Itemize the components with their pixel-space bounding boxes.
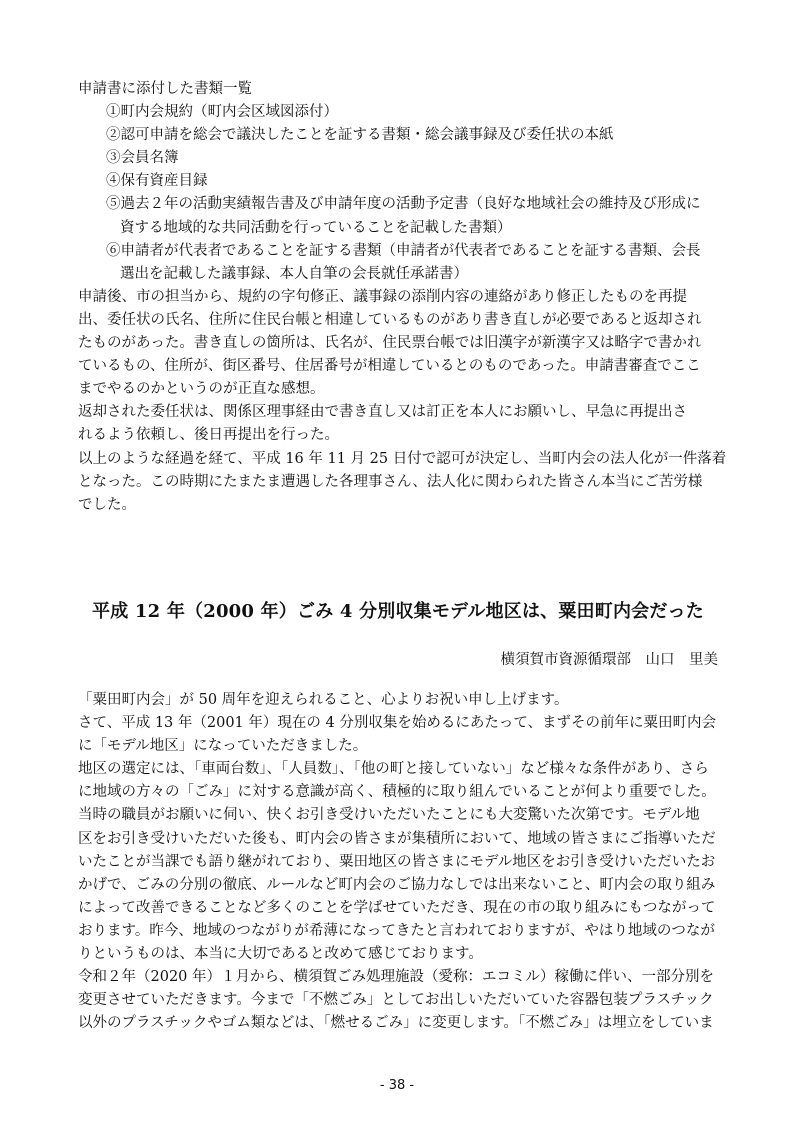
paragraph-line: 申請後、市の担当から、規約の字句修正、議事録の添削内容の連絡があり修正したものを再提 bbox=[78, 288, 687, 305]
paragraph-line: たものがあった。書き直しの箇所は、氏名が、住民票台帳では旧漢字が新漢字又は略字で書かれ bbox=[78, 335, 702, 352]
paragraph-line: 区をお引き受けいただいた後も、町内会の皆さまが集積所において、地域の皆さまにご指導いただ bbox=[78, 830, 716, 847]
paragraph-line: までやるのかというのが正直な感想。 bbox=[78, 381, 325, 398]
list-item-2: ②認可申請を総会で議決したことを証する書類・総会議事録及び委任状の本紙 bbox=[106, 127, 614, 144]
paragraph-line: さて、平成 13 年（2001 年）現在の 4 分別収集を始めるにあたって、まずその前年に粟田町内会 bbox=[78, 715, 717, 732]
paragraph-line: 出、委任状の氏名、住所に住民台帳と相違しているものがあり書き直しが必要であると返却され bbox=[78, 311, 702, 328]
list-item-3: ③会員名簿 bbox=[106, 150, 179, 167]
paragraph-line: ているもの、住所が、街区番号、住居番号が相違しているとのものであった。申請書審査でここ bbox=[78, 358, 701, 375]
paragraph-line: いたことが当課でも語り継がれており、粟田地区の皆さまにモデル地区をお引き受けいただいたお bbox=[78, 853, 716, 870]
list-item-4: ④保有資産目録 bbox=[106, 173, 208, 190]
paragraph-line: 以外のプラスチックやゴム類などは、「燃せるごみ」に変更します。「不燃ごみ」は埋立をしていま bbox=[78, 1015, 714, 1032]
paragraph-line: となった。この時期にたまたま遭遇した各理事さん、法人化に関わられた皆さん本当にご苦労様 bbox=[78, 473, 703, 490]
article-title: 平成 12 年（2000 年）ごみ 4 分別収集モデル地区は、粟田町内会だった bbox=[92, 601, 704, 622]
paragraph-line: 「粟田町内会」が 50 周年を迎えられること、心よりお祝い申し上げます。 bbox=[78, 692, 569, 708]
article-body bbox=[78, 689, 718, 1035]
paragraph-line: によって改善できることなど多くのことを学ばせていただき、現在の市の取り組みにもつながって bbox=[78, 899, 716, 916]
paragraph-line: 以上のような経過を経て、平成 16 年 11 月 25 日付で認可が決定し、当町内会の法人化が一件落着 bbox=[78, 450, 727, 467]
list-item-6-cont: 選出を記載した議事録、本人自筆の会長就任承諾書） bbox=[120, 265, 468, 282]
paragraph-line: れるよう依頼し、後日再提出を行った。 bbox=[78, 427, 339, 444]
paragraph-line: 地区の選定には、「車両台数」、「人員数」、「他の町と接していない」など様々な条件があり、さら bbox=[78, 761, 709, 778]
list-item-5-cont: 資する地域的な共同活動を行っていることを記載した書類） bbox=[120, 219, 512, 236]
paragraph-line: 当時の職員がお願いに伺い、快くお引き受けいただいたことにも大変驚いた次第です。モデル地 bbox=[78, 807, 700, 824]
list-item-6: ⑥申請者が代表者であることを証する書類（申請者が代表者であることを証する書類、会長 bbox=[106, 242, 701, 259]
paragraph-line: でした。 bbox=[78, 496, 136, 513]
paragraph-line: おります。昨今、地域のつながりが希薄になってきたと言われておりますが、やはり地域のつなが bbox=[78, 922, 715, 939]
paragraph-line: に「モデル地区」になっていただきました。 bbox=[78, 738, 368, 755]
paragraph-line: りというものは、本当に大切であると改めて感じております。 bbox=[78, 946, 483, 963]
list-item-5: ⑤過去２年の活動実績報告書及び申請年度の活動予定書（良好な地域社会の維持及び形成に bbox=[106, 196, 701, 213]
list-heading: 申請書に添付した書類一覧 bbox=[78, 81, 252, 97]
paragraph-line: 変更させていただきます。今まで「不燃ごみ」としてお出しいただいていた容器包装プラスチック bbox=[78, 992, 714, 1009]
paragraph-line: かげで、ごみの分別の徹底、ルールなど町内会のご協力なしでは出来ないこと、町内会の取り組み bbox=[78, 876, 716, 893]
page-number: - 38 - bbox=[379, 1078, 415, 1093]
paragraph-line: 返却された委任状は、関係区理事経由で書き直し又は訂正を本人にお願いし、早急に再提出さ bbox=[78, 404, 687, 421]
list-item-1: ①町内会規約（町内会区域図添付） bbox=[106, 104, 338, 121]
paragraph-line: に地域の方々の「ごみ」に対する意識が高く、積極的に取り組んでいることが何より重要でした。 bbox=[78, 784, 716, 801]
section-document-list bbox=[78, 78, 727, 517]
paragraph-line: 令和２年（2020 年）１月から、横須賀ごみ処理施設（愛称：エコミル）稼働に伴い、一部分別を bbox=[78, 969, 715, 986]
article-author: 横須賀市資源循環部 山口 里美 bbox=[500, 652, 718, 668]
